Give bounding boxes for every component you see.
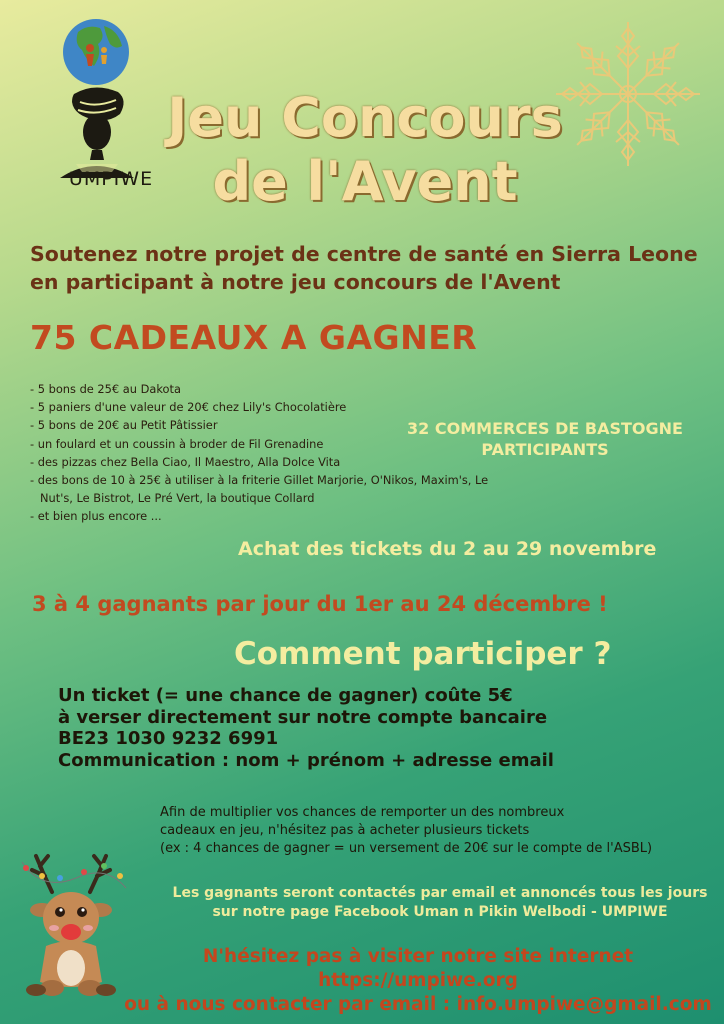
list-item: - 5 bons de 25€ au Dakota <box>30 380 510 398</box>
winners-contact-text <box>160 884 720 922</box>
winners-contact-line: sur notre page Facebook Uman n Pikin Welbodi - UMPIWE <box>212 904 668 920</box>
how-to-participate-title: Comment participer ? <box>234 636 612 672</box>
snowflake-icon <box>548 14 708 174</box>
bank-account-number: BE23 1030 9232 6991 <box>58 728 279 749</box>
intro-line-2: en participant à notre jeu concours de l'Avent <box>30 270 561 294</box>
email-line[interactable]: ou à nous contacter par email : info.umpiwe@gmail.com <box>124 994 712 1015</box>
intro-text <box>30 240 700 296</box>
list-item: - 5 bons de 20€ au Petit Pâtissier <box>30 416 510 434</box>
gifts-heading: 75 CADEAUX A GAGNER <box>30 318 478 357</box>
multiply-line: Afin de multiplier vos chances de remporter un des nombreux <box>160 805 565 820</box>
tickets-sale-text: Achat des tickets du 2 au 29 novembre <box>238 538 657 560</box>
intro-line-1: Soutenez notre projet de centre de santé en Sierra Leone <box>30 242 698 266</box>
list-item: - un foulard et un coussin à broder de Fil Grenadine <box>30 435 510 453</box>
list-item: - et bien plus encore ... <box>30 507 510 525</box>
multiply-line: (ex : 4 chances de gagner = un versement de 20€ sur le compte de l'ASBL) <box>160 841 653 856</box>
list-item: - des pizzas chez Bella Ciao, Il Maestro, Alla Dolce Vita <box>30 453 510 471</box>
multiply-chances-text <box>160 804 652 858</box>
title-line-2: de l'Avent <box>212 150 518 213</box>
ticket-info <box>58 685 554 771</box>
multiply-line: cadeaux en jeu, n'hésitez pas à acheter plusieurs tickets <box>160 823 530 838</box>
commerces-line-1: 32 COMMERCES DE BASTOGNE <box>407 419 683 438</box>
reindeer-icon <box>12 848 130 1000</box>
winners-per-day-text: 3 à 4 gagnants par jour du 1er au 24 décembre ! <box>32 592 608 616</box>
ticket-info-line: Communication : nom + prénom + adresse email <box>58 749 554 771</box>
list-item: - 5 paniers d'une valeur de 20€ chez Lily's Chocolatière <box>30 398 510 416</box>
list-item: - des bons de 10 à 25€ à utiliser à la friterie Gillet Marjorie, O'Nikos, Maxim's, Le Nut's, Le Bistrot, Le Pré Vert, la boutique Collard <box>30 471 490 507</box>
ticket-info-line: à verser directement sur notre compte bancaire <box>58 706 548 728</box>
commerces-line-2: PARTICIPANTS <box>481 440 609 459</box>
visit-contact-text <box>118 945 718 1017</box>
commerces-text <box>390 418 700 460</box>
title-line-1: Jeu Concours <box>167 86 563 149</box>
winners-contact-line: Les gagnants seront contactés par email et annoncés tous les jours <box>172 885 708 901</box>
logo-text: UMPIWE <box>68 168 154 190</box>
website-line[interactable]: N'hésitez pas à visiter notre site internet https://umpiwe.org <box>202 946 634 991</box>
ticket-info-line: Un ticket (= une chance de gagner) coûte 5€ <box>58 685 513 706</box>
